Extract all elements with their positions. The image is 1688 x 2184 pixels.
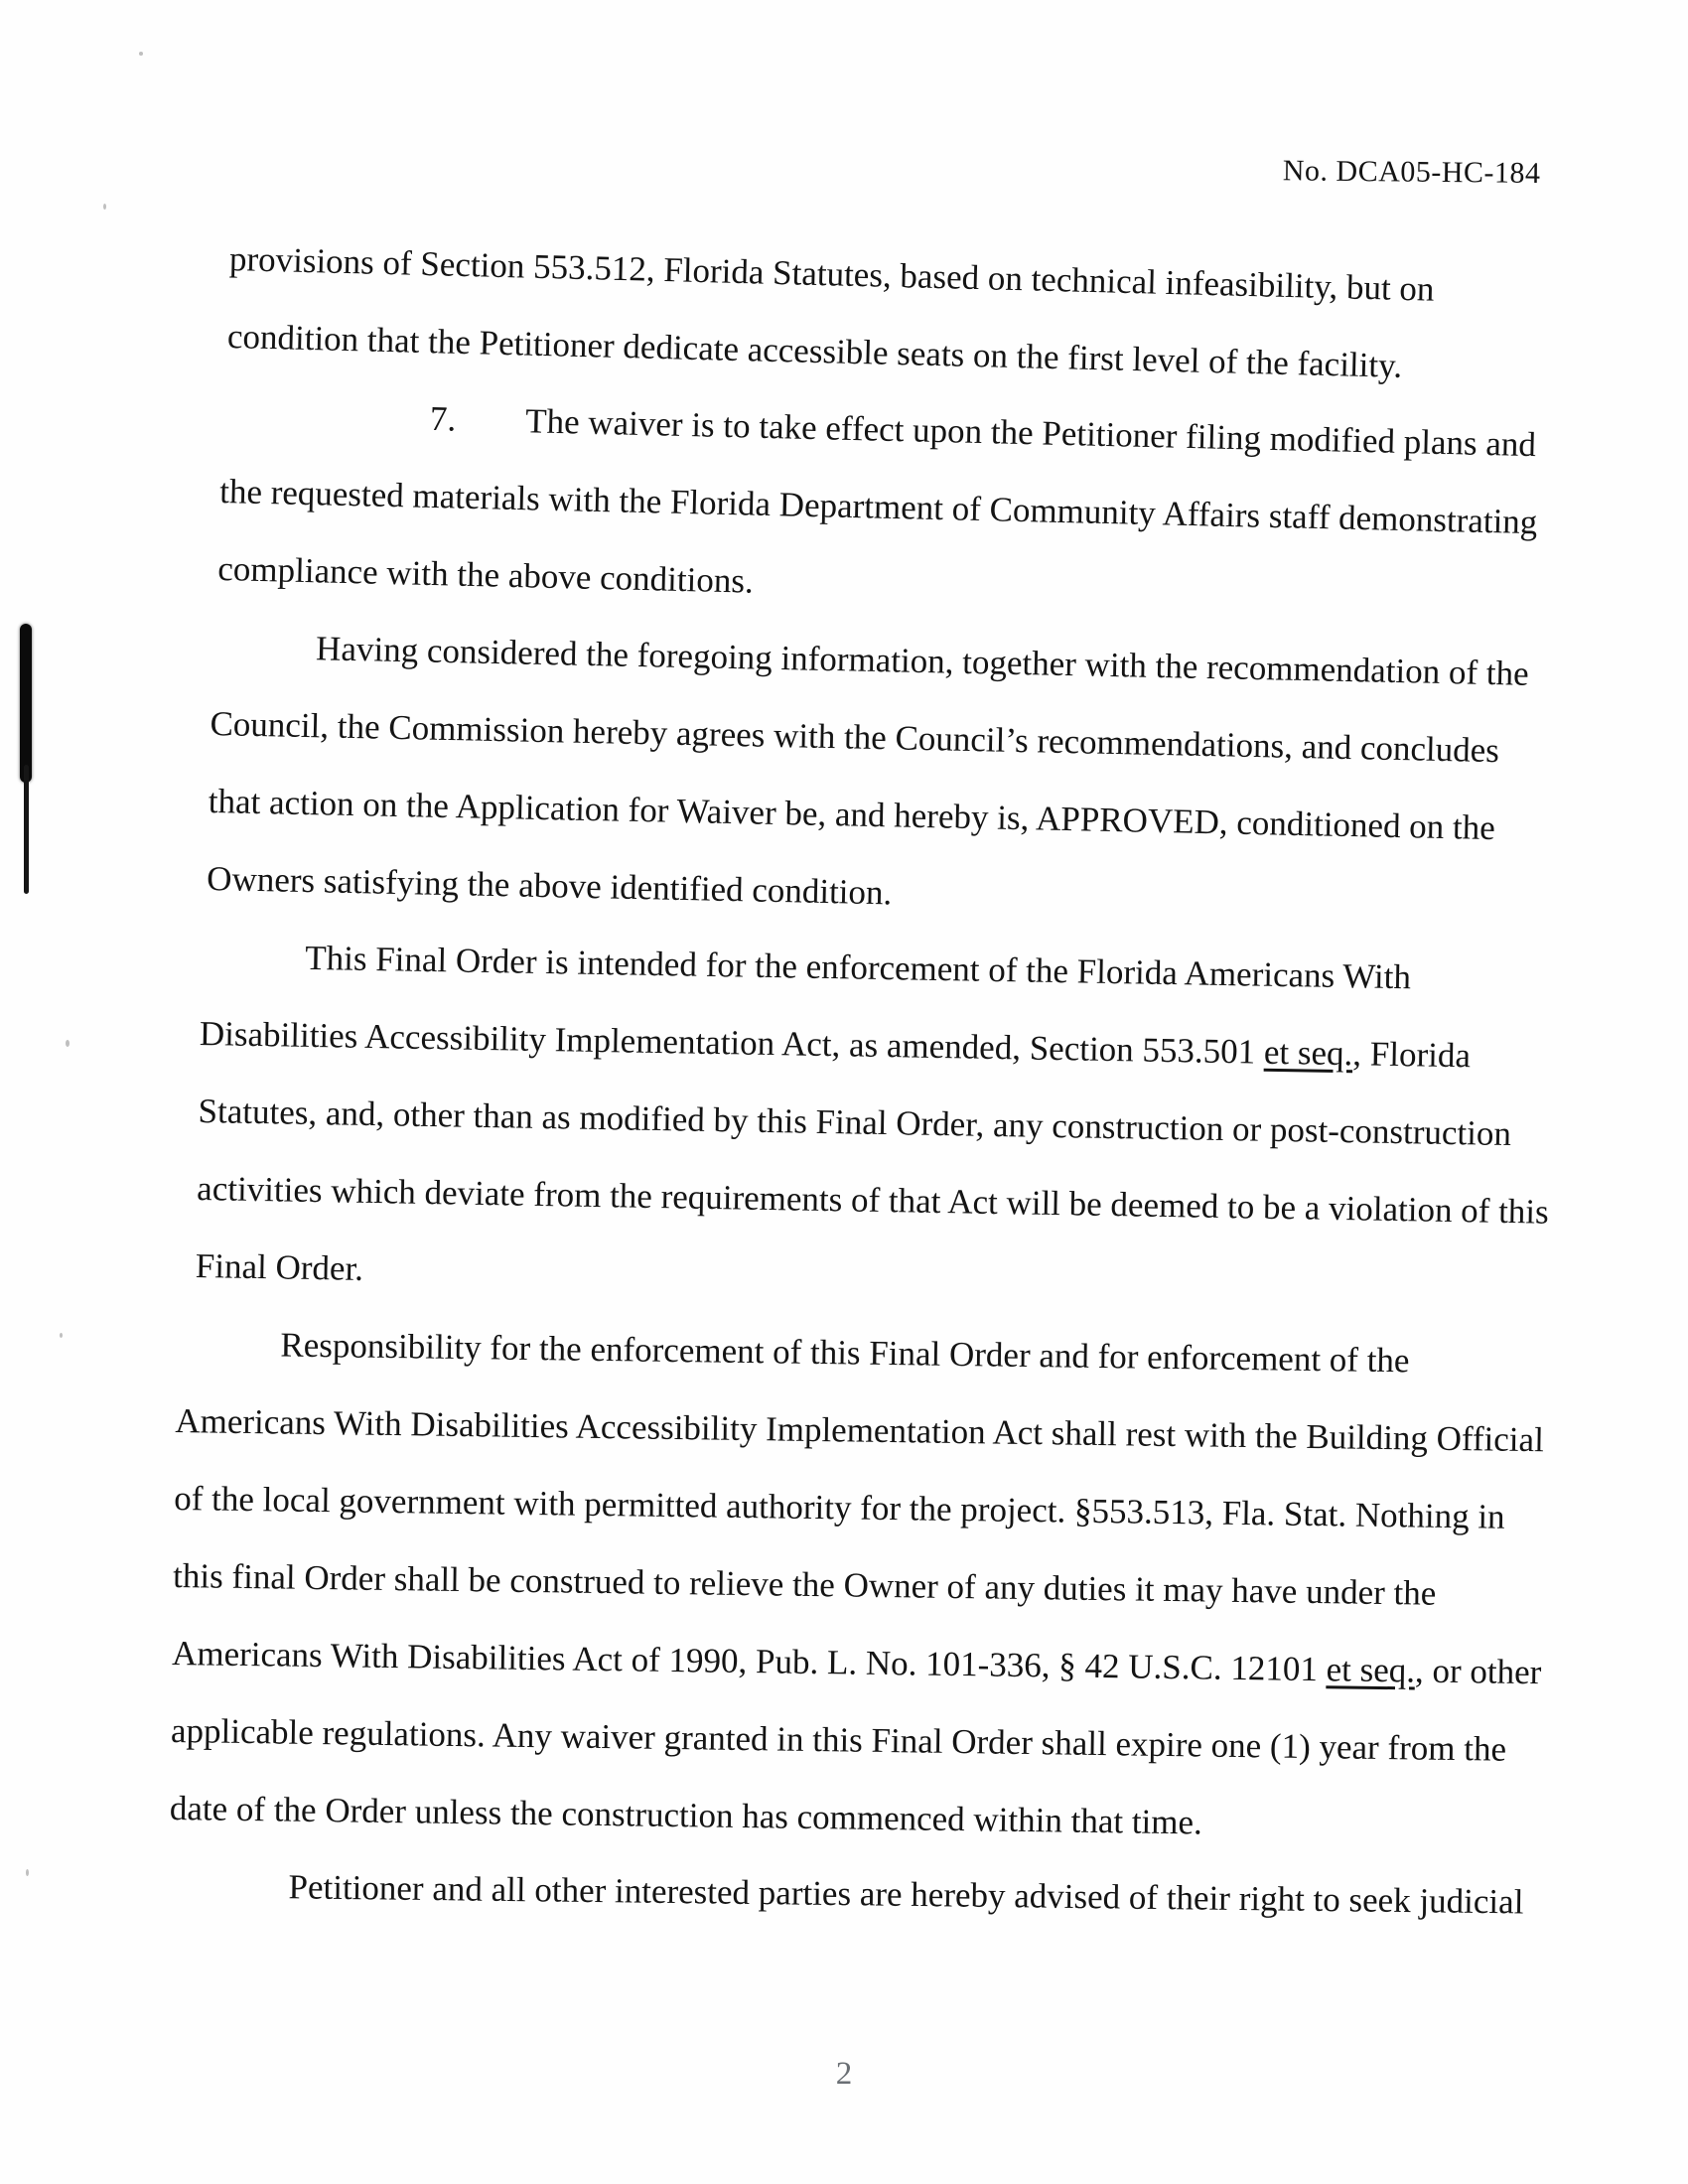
paragraph-final-order-purpose (195, 918, 1559, 1329)
case-number: No. DCA05-HC-184 (1282, 154, 1541, 190)
paragraph-having-considered (206, 608, 1558, 946)
scan-speck (26, 1869, 29, 1876)
paragraph-petitioner-advised (184, 1847, 1559, 1942)
underlined-citation: et seq. (1326, 1650, 1416, 1690)
paragraph-text: The waiver is to take effect upon the Petitioner filing modified plans and the requested materials with the Florida Department of Community Affairs staff demonstrating compliance with the above conditions. (216, 401, 1538, 601)
paragraph-text: provisions of Section 553.512, Florida Statutes, based on technical infeasibility, but on condition that the Petitioner dedicate accessible seats on the first level of the facility. (226, 238, 1435, 385)
paragraph-responsibility (169, 1305, 1558, 1866)
scan-artifact-streak (20, 624, 32, 783)
paragraph-number: 7. (429, 398, 457, 439)
paragraph-text: , Florida Statutes, and, other than as modified by this Final Order, any construction or post-construction activities which deviate from the requirements of that Act will be deemed to be a violation of this Final Order. (195, 1034, 1550, 1288)
scan-speck (66, 1040, 70, 1047)
paragraph-text: Responsibility for the enforcement of this Final Order and for enforcement of the Americans With Disabilities Accessibility Implementation Act shall rest with the Building Official of the local government with permitted authority for the project. §553.513, Fla. Stat. Nothing in this final Order shall be construed to relieve the Owner of any duties it may have under the Americans With Disabilities Act of 1990, Pub. L. No. 101-336, § 42 U.S.C. 12101 (171, 1325, 1545, 1689)
scan-speck (139, 52, 143, 56)
paragraph-text: Having considered the foregoing information, together with the recommendation of the Council, the Commission hereby agrees with the Council’s recommendations, and concludes that action on the Application for Waiver be, and hereby is, APPROVED, conditioned on the Owners satisfying the above identified condition. (206, 629, 1530, 913)
scan-artifact-streak-tail (24, 765, 29, 894)
page-number: 2 (835, 2056, 853, 2092)
paragraph-numbered-7 (216, 375, 1558, 640)
underlined-citation: et seq. (1263, 1032, 1353, 1074)
paragraph-text: , or other applicable regulations. Any waiver granted in this Final Order shall expire one (1) year from the date of the Order unless the construction has commenced within that time. (169, 1651, 1542, 1842)
document-body (169, 220, 1559, 1925)
paragraph-text: Petitioner and all other interested parties are hereby advised of their right to seek judicial (288, 1867, 1524, 1922)
scan-speck (103, 204, 106, 210)
paragraph-text: This Final Order is intended for the enforcement of the Florida Americans With Disabilities Accessibility Implementation Act, as amended, Section 553.501 (199, 938, 1412, 1072)
tab-spacer (456, 431, 525, 433)
scan-speck (60, 1333, 63, 1338)
